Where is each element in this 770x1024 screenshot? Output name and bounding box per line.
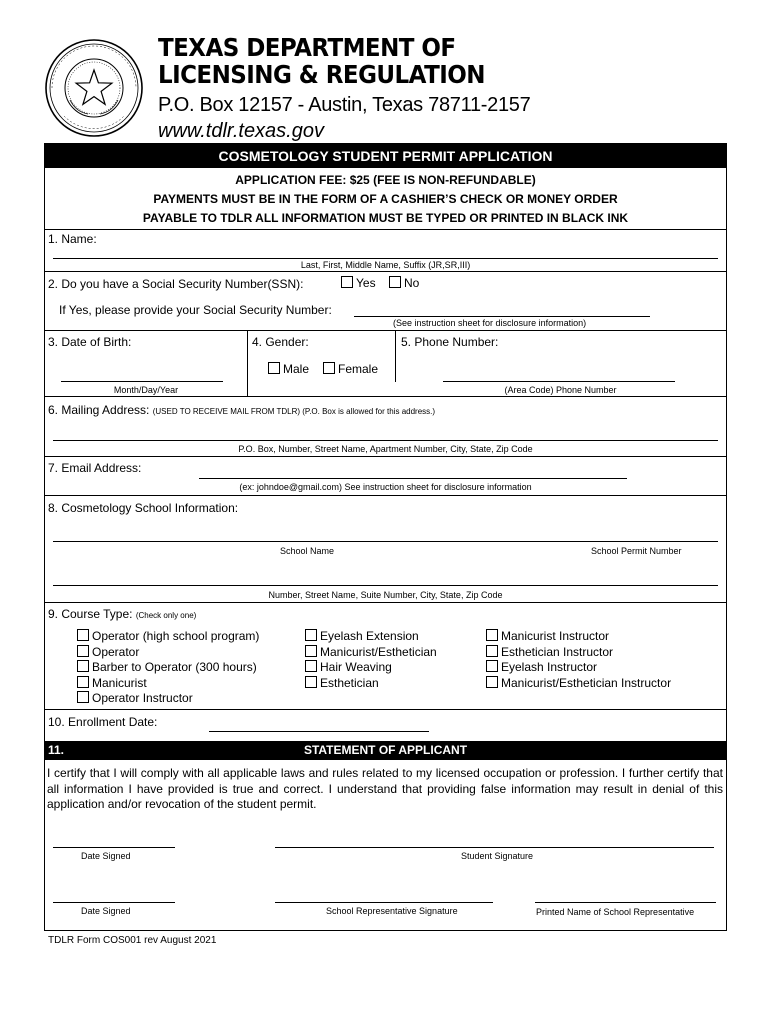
org-name-line1: TEXAS DEPARTMENT OF xyxy=(158,33,456,62)
phone-label: 5. Phone Number: xyxy=(401,335,499,349)
divider xyxy=(45,602,726,603)
ssn-yes-option[interactable]: Yes xyxy=(341,276,376,290)
gender-female-option[interactable]: Female xyxy=(323,362,378,376)
enrollment-date-field[interactable] xyxy=(209,731,429,732)
form-title: COSMETOLOGY STUDENT PERMIT APPLICATION xyxy=(45,144,726,168)
texas-star-seal-icon xyxy=(44,38,144,138)
school-rep-name-field[interactable] xyxy=(535,902,716,903)
course-option[interactable]: Operator (high school program) xyxy=(77,629,259,645)
divider xyxy=(247,330,248,396)
student-signature-field[interactable] xyxy=(275,847,714,848)
divider xyxy=(45,229,726,230)
statement-header xyxy=(45,741,726,760)
course-option[interactable]: Esthetician xyxy=(305,676,437,692)
school-name-caption: School Name xyxy=(280,546,335,556)
mailing-note: (USED TO RECEIVE MAIL FROM TDLR) (P.O. Box is allowed for this address.) xyxy=(152,407,436,416)
org-name-line2: LICENSING & REGULATION xyxy=(158,60,485,89)
school-permit-caption: School Permit Number xyxy=(591,546,682,556)
course-column-1 xyxy=(77,629,259,707)
course-column-2 xyxy=(305,629,437,691)
course-option[interactable]: Manicurist/Esthetician Instructor xyxy=(486,676,671,692)
enrollment-date-label: 10. Enrollment Date: xyxy=(48,715,158,729)
course-column-3 xyxy=(486,629,671,691)
divider xyxy=(45,495,726,496)
divider xyxy=(45,709,726,710)
statement-number: 11. xyxy=(48,743,65,757)
school-rep-signature-caption: School Representative Signature xyxy=(326,906,458,916)
mailing-label: 6. Mailing Address: (USED TO RECEIVE MAIL FROM TDLR) (P.O. Box is allowed for this address.) xyxy=(48,403,436,417)
email-caption: (ex: johndoe@gmail.com) See instruction sheet for disclosure information xyxy=(239,482,532,492)
dob-label: 3. Date of Birth: xyxy=(48,335,132,349)
phone-caption: (Area Code) Phone Number xyxy=(504,385,617,395)
org-address: P.O. Box 12157 - Austin, Texas 78711-2157 xyxy=(158,94,531,116)
course-option[interactable]: Eyelash Instructor xyxy=(486,660,671,676)
name-label: 1. Name: xyxy=(48,232,97,246)
course-option[interactable]: Operator Instructor xyxy=(77,691,259,707)
ssn-question: 2. Do you have a Social Security Number(SSN): xyxy=(48,277,304,291)
school-rep-signature-field[interactable] xyxy=(275,902,493,903)
mailing-caption: P.O. Box, Number, Street Name, Apartment Number, City, State, Zip Code xyxy=(238,444,533,454)
student-signature-caption: Student Signature xyxy=(461,851,534,861)
gender-male-option[interactable]: Male xyxy=(268,362,309,376)
school-address-caption: Number, Street Name, Suite Number, City, State, Zip Code xyxy=(268,590,503,600)
divider xyxy=(45,396,726,397)
divider xyxy=(395,330,396,382)
course-option[interactable]: Manicurist xyxy=(77,676,259,692)
course-option[interactable]: Operator xyxy=(77,645,259,661)
school-address-field[interactable] xyxy=(53,585,718,586)
form-revision: TDLR Form COS001 rev August 2021 xyxy=(48,935,217,946)
ssn-field[interactable] xyxy=(354,316,650,317)
school-name-field[interactable] xyxy=(53,541,718,542)
ssn-followup: If Yes, please provide your Social Security Number: xyxy=(59,303,332,317)
email-field[interactable] xyxy=(199,478,627,479)
course-option[interactable]: Manicurist Instructor xyxy=(486,629,671,645)
ssn-no-checkbox[interactable] xyxy=(389,276,401,288)
ssn-no-option[interactable]: No xyxy=(389,276,419,290)
school-info-label: 8. Cosmetology School Information: xyxy=(48,501,239,515)
course-option[interactable]: Manicurist/Esthetician xyxy=(305,645,437,661)
name-caption: Last, First, Middle Name, Suffix (JR,SR,III) xyxy=(300,260,471,270)
dob-field[interactable] xyxy=(61,381,223,382)
mailing-address-field[interactable] xyxy=(53,440,718,441)
application-form xyxy=(44,143,727,931)
dob-caption: Month/Day/Year xyxy=(113,385,179,395)
course-type-note: (Check only one) xyxy=(135,611,197,620)
school-rep-name-caption: Printed Name of School Representative xyxy=(536,907,695,917)
statement-text: I certify that I will comply with all applicable laws and rules related to my licensed occupation or profession. I further certify that all information I have provided is true and correct. I understand that providing false information may result in denial of this application and/or revocation of the student permit. xyxy=(47,766,723,811)
payment-notice-2: PAYABLE TO TDLR ALL INFORMATION MUST BE TYPED OR PRINTED IN BLACK INK xyxy=(142,211,629,225)
gender-label: 4. Gender: xyxy=(252,335,309,349)
statement-title: STATEMENT OF APPLICANT xyxy=(303,743,468,757)
name-field[interactable] xyxy=(53,258,718,259)
course-option[interactable]: Hair Weaving xyxy=(305,660,437,676)
course-option[interactable]: Eyelash Extension xyxy=(305,629,437,645)
email-label: 7. Email Address: xyxy=(48,461,142,475)
female-checkbox[interactable] xyxy=(323,362,335,374)
date-signed-caption-2: Date Signed xyxy=(81,906,131,916)
course-option[interactable]: Esthetician Instructor xyxy=(486,645,671,661)
payment-notice-1: PAYMENTS MUST BE IN THE FORM OF A CASHIER’S CHECK OR MONEY ORDER xyxy=(153,192,618,206)
ssn-yes-checkbox[interactable] xyxy=(341,276,353,288)
ssn-caption: (See instruction sheet for disclosure information) xyxy=(393,318,587,328)
male-checkbox[interactable] xyxy=(268,362,280,374)
date-signed-field-1[interactable] xyxy=(53,847,175,848)
course-option[interactable]: Barber to Operator (300 hours) xyxy=(77,660,259,676)
fee-notice: APPLICATION FEE: $25 (FEE IS NON-REFUNDABLE) xyxy=(235,173,536,187)
tdlr-seal-logo xyxy=(44,38,144,138)
course-type-label: 9. Course Type: (Check only one) xyxy=(48,607,197,621)
date-signed-field-2[interactable] xyxy=(53,902,175,903)
date-signed-caption-1: Date Signed xyxy=(81,851,131,861)
divider xyxy=(45,330,726,331)
divider xyxy=(45,456,726,457)
phone-field[interactable] xyxy=(443,381,675,382)
org-website-link[interactable]: www.tdlr.texas.gov xyxy=(158,120,324,142)
organization-header xyxy=(158,34,530,144)
divider xyxy=(45,271,726,272)
